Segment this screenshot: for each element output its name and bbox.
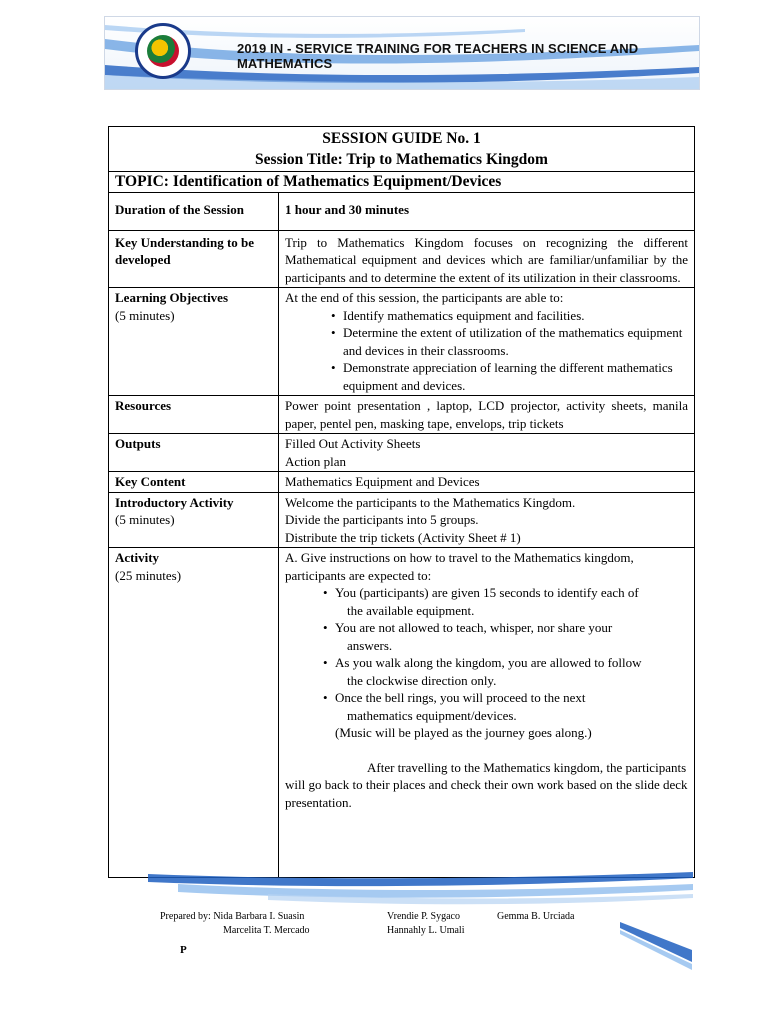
key-content-label: Key Content [109,472,279,493]
preparer-name: Gemma B. Urciada [497,911,575,922]
introductory-activity-row [109,492,695,548]
activity-row [109,548,695,878]
key-understanding-value: Trip to Mathematics Kingdom focuses on recognizing the different Mathematical equipment and devices which are familiar/unfamiliar by the participants and to determine the extent of its utilization in their classrooms. [279,230,695,288]
list-item [335,619,688,654]
preparer-name: Marcelita T. Mercado [223,925,310,936]
list-item: • Identify mathematics equipment and facilities. [343,307,688,325]
intro-activity-line: Divide the participants into 5 groups. [285,512,479,527]
activity-intro: A. Give instructions on how to travel to the Mathematics kingdom, participants are expected to: [285,550,634,583]
instruction-continuation: the available equipment. [347,602,475,618]
instruction-text: As you walk along the kingdom, you are allowed to follow [335,655,642,670]
title-row [109,127,695,172]
learning-objectives-time: (5 minutes) [115,307,175,323]
preparer-name: Vrendie P. Sygaco [387,911,460,922]
topic-row [109,172,695,193]
corner-swoosh-graphic [620,920,692,970]
deped-seal-icon [135,23,191,79]
introductory-activity-label: Introductory Activity [115,494,234,510]
outputs-row [109,434,695,472]
footer-swoosh-graphic [148,868,693,914]
activity-instructions-list [285,584,688,724]
resources-value: Power point presentation , laptop, LCD projector, activity sheets, manila paper, pentel pen, masking tape, envelops, trip tickets [279,396,695,434]
introductory-activity-time: (5 minutes) [115,512,175,527]
prepared-by: Prepared by: Nida Barbara I. Suasin [160,911,305,922]
instruction-continuation: the clockwise direction only. [347,672,497,688]
resources-row [109,396,695,434]
session-title: Session Title: Trip to Mathematics Kingdom [255,151,548,168]
key-understanding-row [109,230,695,288]
session-guide-table [108,126,695,878]
instruction-continuation: answers. [347,637,393,653]
outputs-label: Outputs [109,434,279,472]
resources-label: Resources [109,396,279,434]
list-item: • Demonstrate appreciation of learning the different mathematics equipment and devices. [343,359,688,394]
activity-time: (25 minutes) [115,567,182,583]
learning-objectives-row [109,288,695,396]
page-mark: P [180,944,187,956]
key-content-row [109,472,695,493]
intro-activity-line: Welcome the participants to the Mathematics Kingdom. [285,494,576,510]
list-item [335,584,688,619]
intro-activity-line: Distribute the trip tickets (Activity Sheet # 1) [285,529,521,545]
output-line: Filled Out Activity Sheets [285,436,421,451]
session-guide-heading: SESSION GUIDE No. 1 [322,130,481,147]
duration-value: 1 hour and 30 minutes [279,192,695,230]
key-understanding-label: Key Understanding to be developed [109,230,279,288]
duration-row [109,192,695,230]
instruction-text: You are not allowed to teach, whisper, nor share your [335,620,613,635]
list-item [335,689,688,724]
learning-objectives-list [285,307,688,395]
music-note: (Music will be played as the journey goes along.) [335,725,592,740]
duration-label: Duration of the Session [109,192,279,230]
header-banner [104,16,700,90]
instruction-continuation: mathematics equipment/devices. [347,707,517,723]
learning-objectives-intro: At the end of this session, the participants are able to: [285,290,564,305]
instruction-text: Once the bell rings, you will proceed to the next [335,690,586,705]
preparer-name: Hannahly L. Umali [387,925,465,936]
instruction-text: You (participants) are given 15 seconds to identify each of [335,585,639,600]
list-item: • Determine the extent of utilization of the mathematics equipment and devices in their classrooms. [343,324,688,359]
topic: TOPIC: Identification of Mathematics Equipment/Devices [109,172,695,193]
list-item [335,654,688,689]
learning-objectives-label: Learning Objectives [115,290,229,305]
after-activity-text: After travelling to the Mathematics kingdom, the participants will go back to their places and check their own work based on the slide deck presentation. [285,759,688,810]
output-line: Action plan [285,453,347,469]
activity-label: Activity [115,550,160,565]
header-title: 2019 IN - SERVICE TRAINING FOR TEACHERS IN SCIENCE AND MATHEMATICS [237,41,639,71]
key-content-value: Mathematics Equipment and Devices [279,472,695,493]
